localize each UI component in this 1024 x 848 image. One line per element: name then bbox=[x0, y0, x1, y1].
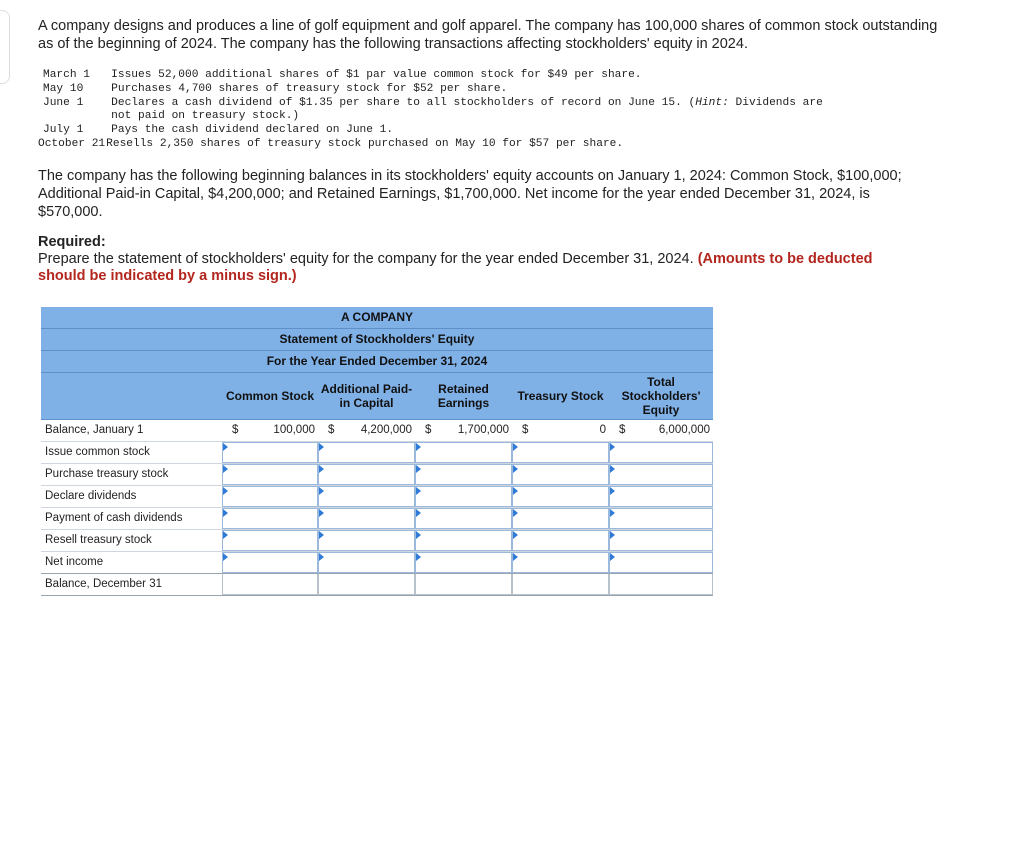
entry-row bbox=[41, 486, 713, 508]
column-header: Additional Paid-in Capital bbox=[320, 382, 413, 410]
currency-symbol: $ bbox=[425, 424, 432, 436]
answer-input-cell[interactable] bbox=[318, 530, 415, 551]
input-marker-icon bbox=[416, 509, 421, 517]
transaction-date: March 1 bbox=[43, 69, 90, 81]
column-header: Total Stockholders' Equity bbox=[621, 375, 701, 417]
transaction-row bbox=[38, 138, 823, 152]
input-marker-icon bbox=[610, 553, 615, 561]
input-marker-icon bbox=[610, 509, 615, 517]
opening-value-cell bbox=[512, 420, 609, 441]
input-marker-icon bbox=[610, 465, 615, 473]
input-marker-icon bbox=[319, 553, 324, 561]
column-header: Treasury Stock bbox=[517, 389, 604, 403]
answer-input-cell[interactable] bbox=[415, 486, 512, 507]
closing-answer-cell bbox=[609, 574, 713, 595]
answer-input-cell[interactable] bbox=[222, 442, 318, 463]
transaction-date: July 1 bbox=[43, 124, 84, 137]
transaction-desc: Purchases 4,700 shares of treasury stock for $52 per share. bbox=[111, 82, 508, 95]
input-marker-icon bbox=[416, 443, 421, 451]
column-header: Common Stock bbox=[225, 389, 314, 403]
answer-input-cell[interactable] bbox=[609, 486, 713, 507]
entry-row bbox=[41, 442, 713, 464]
row-label: Resell treasury stock bbox=[45, 534, 152, 546]
row-label: Balance, December 31 bbox=[45, 578, 162, 590]
input-marker-icon bbox=[513, 465, 518, 473]
statement-company: A COMPANY bbox=[41, 307, 713, 329]
answer-input-cell[interactable] bbox=[222, 486, 318, 507]
transaction-desc-group bbox=[105, 97, 823, 125]
closing-answer-cell bbox=[415, 574, 512, 595]
row-label: Payment of cash dividends bbox=[45, 512, 183, 524]
transaction-desc: Declares a cash dividend of $1.35 per share to all stockholders of record on June 15. ( bbox=[111, 96, 696, 109]
opening-value: 1,700,000 bbox=[457, 424, 509, 436]
input-marker-icon bbox=[610, 531, 615, 539]
answer-input-cell[interactable] bbox=[318, 486, 415, 507]
answer-input-cell[interactable] bbox=[222, 552, 318, 573]
input-marker-icon bbox=[610, 487, 615, 495]
answer-input-cell[interactable] bbox=[318, 442, 415, 463]
closing-balance-row bbox=[41, 574, 713, 596]
transaction-desc: Issues 52,000 additional shares of $1 par value common stock for $49 per share. bbox=[111, 69, 642, 81]
required-instruction: Prepare the statement of stockholders' equity for the company for the year ended December 31, 2024. bbox=[38, 251, 698, 267]
input-marker-icon bbox=[223, 465, 228, 473]
answer-input-cell[interactable] bbox=[415, 464, 512, 485]
row-label: Declare dividends bbox=[45, 490, 137, 502]
opening-value-cell bbox=[318, 420, 415, 441]
required-heading: Required: bbox=[38, 234, 106, 250]
row-label: Issue common stock bbox=[45, 446, 150, 458]
input-marker-icon bbox=[513, 487, 518, 495]
answer-input-cell[interactable] bbox=[609, 442, 713, 463]
input-marker-icon bbox=[223, 553, 228, 561]
answer-input-cell[interactable] bbox=[318, 508, 415, 529]
transaction-date: October 21 bbox=[38, 137, 106, 150]
answer-input-cell[interactable] bbox=[318, 552, 415, 573]
currency-symbol: $ bbox=[619, 424, 626, 436]
answer-input-cell[interactable] bbox=[512, 442, 609, 463]
input-marker-icon bbox=[319, 443, 324, 451]
required-note: (Amounts to be deducted should be indicated by a minus sign.) bbox=[38, 251, 873, 284]
answer-input-cell[interactable] bbox=[415, 552, 512, 573]
input-marker-icon bbox=[513, 509, 518, 517]
opening-value: 4,200,000 bbox=[360, 424, 412, 436]
input-marker-icon bbox=[319, 531, 324, 539]
column-header: Retained Earnings bbox=[437, 382, 490, 410]
statement-title: Statement of Stockholders' Equity bbox=[41, 329, 713, 351]
input-marker-icon bbox=[319, 509, 324, 517]
input-marker-icon bbox=[223, 509, 228, 517]
hint-label: Hint: bbox=[695, 96, 729, 109]
transaction-row bbox=[38, 97, 823, 125]
input-marker-icon bbox=[513, 531, 518, 539]
currency-symbol: $ bbox=[328, 424, 335, 436]
answer-input-cell[interactable] bbox=[609, 530, 713, 551]
side-panel-edge bbox=[0, 10, 10, 84]
transaction-desc-cont: not paid on treasury stock.) bbox=[111, 110, 300, 123]
transaction-date: May 10 bbox=[43, 82, 84, 95]
answer-input-cell[interactable] bbox=[415, 508, 512, 529]
currency-symbol: $ bbox=[232, 424, 239, 436]
row-label: Purchase treasury stock bbox=[45, 468, 169, 480]
beginning-balances-text: The company has the following beginning balances in its stockholders' equity accounts on January 1, 2024: Common Stock, $100,000; Additional Paid-in Capital, $4,200,000; and Retained Earnings, $1,700,000. Net income for the year ended December 31, 2024, is $570,000. bbox=[38, 168, 902, 220]
transaction-row bbox=[38, 83, 823, 97]
answer-input-cell[interactable] bbox=[512, 508, 609, 529]
answer-input-cell[interactable] bbox=[415, 530, 512, 551]
opening-value: 0 bbox=[599, 424, 606, 436]
input-marker-icon bbox=[513, 443, 518, 451]
opening-value: 100,000 bbox=[273, 424, 315, 436]
opening-value-cell bbox=[609, 420, 713, 441]
problem-intro: A company designs and produces a line of golf equipment and golf apparel. The company has 100,000 shares of common stock outstanding as of the beginning of 2024. The company has the following transactions affecting stockholders' equity in 2024. bbox=[38, 18, 938, 52]
opening-value: 6,000,000 bbox=[658, 424, 710, 436]
input-marker-icon bbox=[416, 531, 421, 539]
input-marker-icon bbox=[416, 465, 421, 473]
closing-answer-cell bbox=[318, 574, 415, 595]
currency-symbol: $ bbox=[522, 424, 529, 436]
required-text bbox=[38, 251, 918, 285]
transaction-desc: Pays the cash dividend declared on June 1. bbox=[111, 124, 394, 137]
statement-period: For the Year Ended December 31, 2024 bbox=[41, 351, 713, 373]
transaction-desc: Resells 2,350 shares of treasury stock purchased on May 10 for $57 per share. bbox=[106, 137, 624, 150]
input-marker-icon bbox=[223, 487, 228, 495]
entry-row bbox=[41, 530, 713, 552]
input-marker-icon bbox=[416, 553, 421, 561]
input-marker-icon bbox=[513, 553, 518, 561]
entry-row bbox=[41, 464, 713, 486]
row-label: Net income bbox=[45, 556, 104, 568]
opening-value-cell bbox=[222, 420, 318, 441]
answer-input-cell[interactable] bbox=[222, 530, 318, 551]
opening-value-cell bbox=[415, 420, 512, 441]
input-marker-icon bbox=[223, 443, 228, 451]
input-marker-icon bbox=[610, 443, 615, 451]
answer-input-cell[interactable] bbox=[609, 508, 713, 529]
column-header-row bbox=[41, 373, 713, 420]
transaction-date: June 1 bbox=[43, 96, 84, 109]
entry-row bbox=[41, 552, 713, 574]
closing-answer-cell bbox=[222, 574, 318, 595]
answer-input-cell[interactable] bbox=[609, 552, 713, 573]
answer-input-cell[interactable] bbox=[512, 530, 609, 551]
transactions-list bbox=[38, 69, 823, 152]
transaction-row bbox=[38, 69, 823, 83]
column-header-blank bbox=[41, 373, 222, 419]
answer-input-cell[interactable] bbox=[318, 464, 415, 485]
input-marker-icon bbox=[223, 531, 228, 539]
closing-answer-cell bbox=[512, 574, 609, 595]
input-marker-icon bbox=[416, 487, 421, 495]
input-marker-icon bbox=[319, 487, 324, 495]
answer-input-cell[interactable] bbox=[512, 464, 609, 485]
answer-input-cell[interactable] bbox=[222, 464, 318, 485]
opening-balance-row bbox=[41, 420, 713, 442]
answer-input-cell[interactable] bbox=[609, 464, 713, 485]
answer-input-cell[interactable] bbox=[512, 552, 609, 573]
transaction-desc-cont: Dividends are bbox=[728, 96, 823, 109]
stockholders-equity-statement bbox=[41, 307, 713, 596]
transaction-row bbox=[38, 124, 823, 138]
input-marker-icon bbox=[319, 465, 324, 473]
entry-row bbox=[41, 508, 713, 530]
answer-input-cell[interactable] bbox=[222, 508, 318, 529]
answer-input-cell[interactable] bbox=[415, 442, 512, 463]
answer-input-cell[interactable] bbox=[512, 486, 609, 507]
row-label: Balance, January 1 bbox=[45, 424, 144, 436]
